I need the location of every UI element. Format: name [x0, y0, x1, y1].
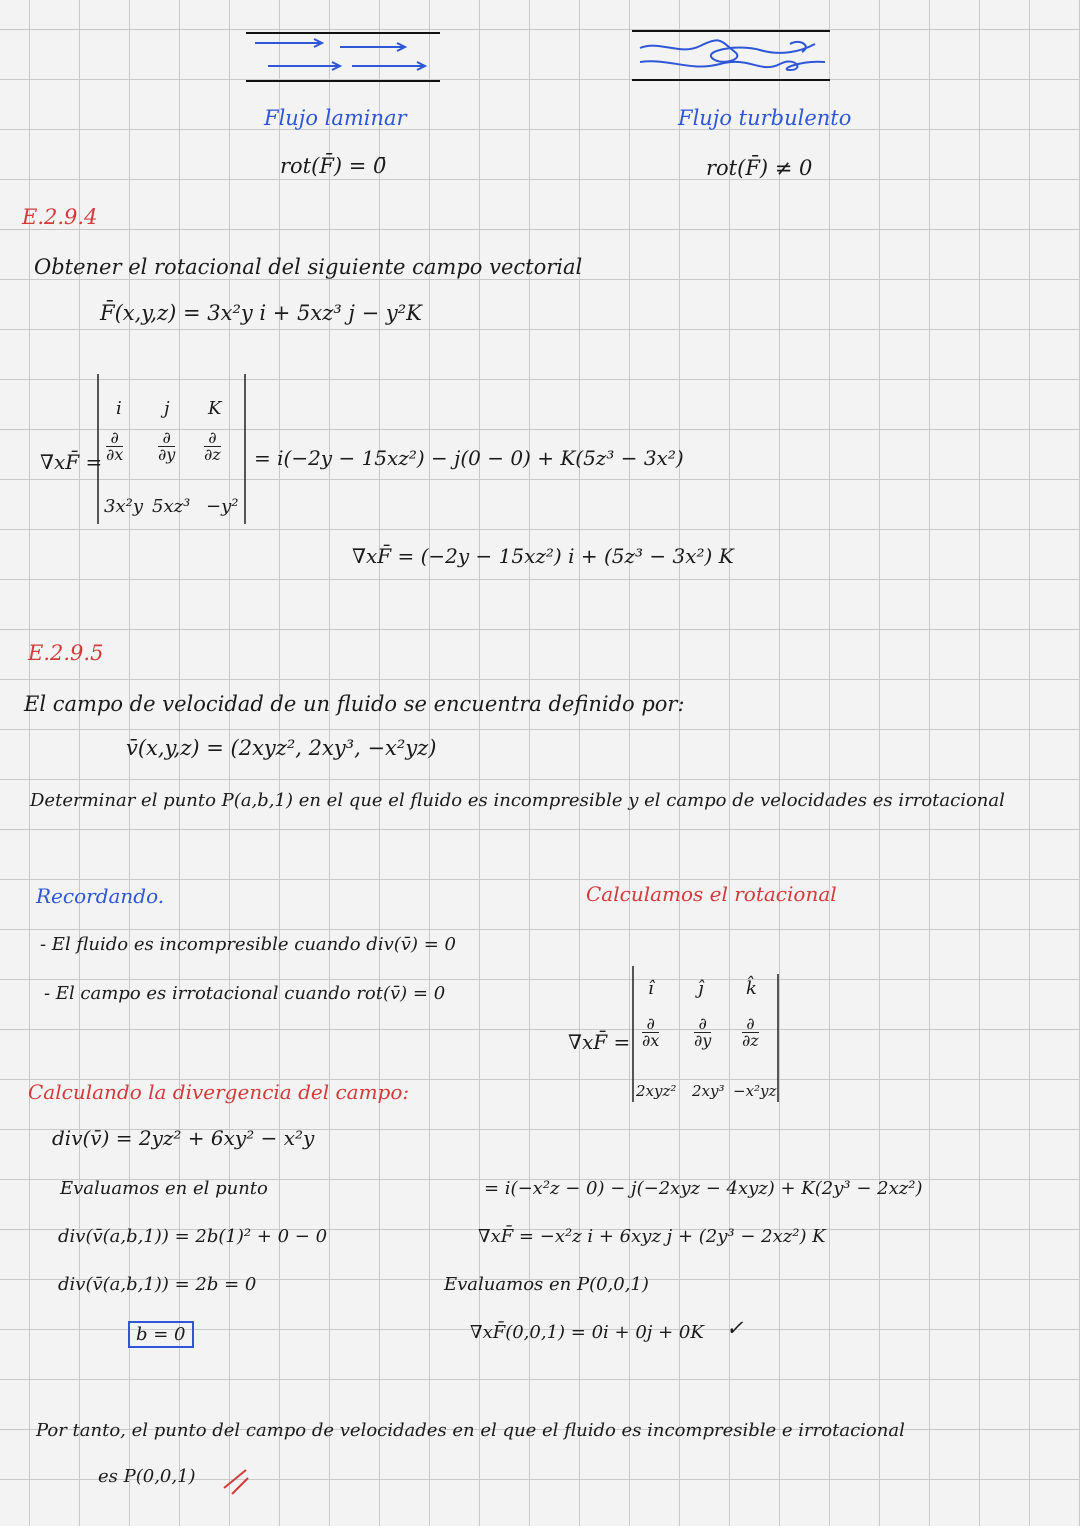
recall-title: Recordando. — [36, 884, 165, 908]
recall-line-2: - El campo es irrotacional cuando rot(v̄) = 0 — [44, 983, 446, 1004]
partial-z: ∂ ∂z — [742, 1014, 759, 1050]
component-i: 2xyz² — [636, 1082, 677, 1100]
divergence-eval-2: div(v̄(a,b,1)) = 2b = 0 — [58, 1274, 257, 1295]
curl-lhs: ∇xF̄ = — [568, 1030, 631, 1054]
exercise-title: E.2.9.4 — [22, 205, 98, 229]
curl-result: ∇xF̄ = (−2y − 15xz²) i + (5z³ − 3x²) K — [352, 544, 734, 568]
turbulent-label: Flujo turbulento — [678, 106, 852, 130]
partial-y: ∂ ∂y — [158, 428, 176, 464]
laminar-label: Flujo laminar — [264, 106, 407, 130]
curl-title: Calculamos el rotacional — [586, 882, 837, 906]
velocity-field: v̄(x,y,z) = (2xyz², 2xy³, −x²yz) — [126, 736, 437, 760]
turbulent-formula: rot(F̄) ≠ 0 — [706, 156, 813, 180]
divergence-expr: div(v̄) = 2yz² + 6xy² − x²y — [52, 1126, 315, 1150]
curl-eval-result: ∇xF̄(0,0,1) = 0i + 0j + 0K — [470, 1322, 704, 1343]
recall-line-1: - El fluido es incompresible cuando div(v̄) = 0 — [40, 934, 456, 955]
answer-box: b = 0 — [128, 1321, 194, 1348]
matrix-header-k: K — [208, 398, 222, 419]
matrix-header-k: k̂ — [746, 978, 757, 999]
laminar-formula: rot(F̄) = 0̄ — [280, 154, 387, 178]
check-icon: ✓ — [726, 1316, 744, 1340]
curl-expansion: = i(−2y − 15xz²) − j(0 − 0) + K(5z³ − 3x²) — [254, 446, 684, 470]
exercise-title: E.2.9.5 — [28, 641, 104, 665]
component-i: 3x²y — [104, 496, 143, 517]
exercise-statement: El campo de velocidad de un fluido se encuentra definido por: — [24, 692, 685, 716]
component-k: −x²yz — [733, 1082, 777, 1100]
matrix-header-j: ĵ — [698, 978, 704, 999]
exercise-task: Determinar el punto P(a,b,1) en el que el fluido es incompresible y el campo de velocidades es irrotacional — [30, 790, 1005, 811]
component-j: 5xz³ — [152, 496, 191, 517]
conclusion-line-1: Por tanto, el punto del campo de velocidades en el que el fluido es incompresible e irrotacional — [36, 1420, 905, 1441]
curl-lhs: ∇xF̄ = — [40, 450, 103, 474]
partial-y: ∂ ∂y — [694, 1014, 712, 1050]
divergence-eval-1: div(v̄(a,b,1)) = 2b(1)² + 0 − 0 — [58, 1226, 328, 1247]
exercise-statement: Obtener el rotacional del siguiente campo vectorial — [34, 255, 583, 279]
evaluate-label: Evaluamos en el punto — [60, 1178, 268, 1199]
divergence-title: Calculando la divergencia del campo: — [28, 1080, 410, 1104]
matrix-header-i: i — [116, 398, 122, 419]
conclusion-line-2: es P(0,0,1) — [98, 1466, 196, 1487]
curl-result: ∇xF̄ = −x²z i + 6xyz j + (2y³ − 2xz²) K — [478, 1226, 826, 1247]
matrix-header-i: î — [648, 978, 654, 999]
vector-field: F̄(x,y,z) = 3x²y i + 5xz³ j − y²K — [100, 301, 422, 325]
curl-expansion: = i(−x²z − 0) − j(−2xyz − 4xyz) + K(2y³ − 2xz²) — [484, 1178, 923, 1199]
component-j: 2xy³ — [692, 1082, 725, 1100]
component-k: −y² — [206, 496, 239, 517]
partial-z: ∂ ∂z — [204, 428, 221, 464]
partial-x: ∂ ∂x — [642, 1014, 660, 1050]
matrix-header-j: j — [164, 398, 170, 419]
partial-x: ∂ ∂x — [106, 428, 124, 464]
curl-eval-label: Evaluamos en P(0,0,1) — [444, 1274, 649, 1295]
